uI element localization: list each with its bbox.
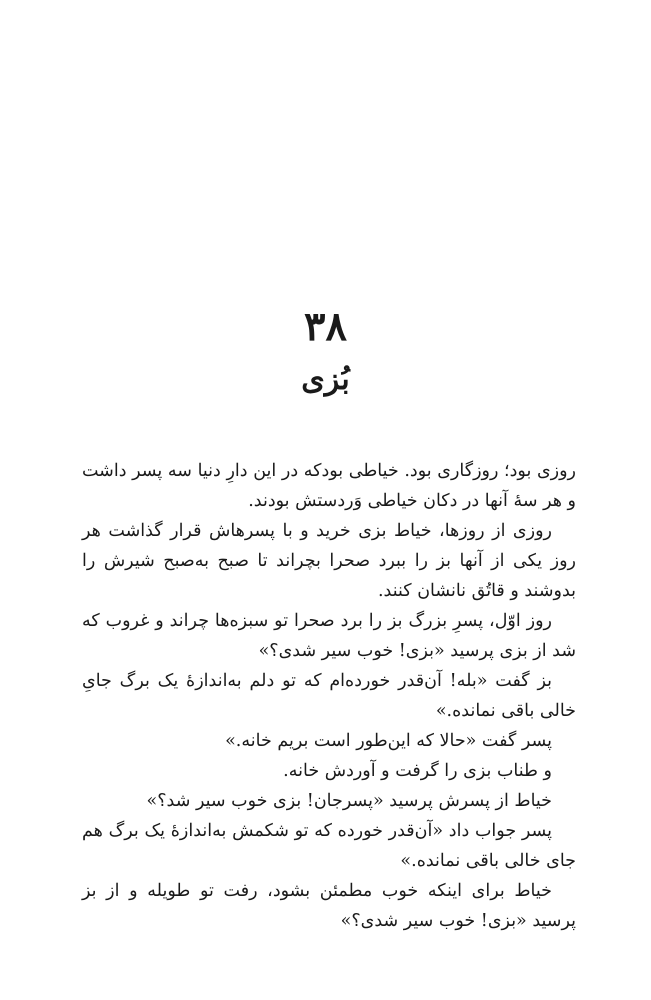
paragraph: خیاط برای اینکه خوب مطمئن بشود، رفت تو طویله و از بز پرسید «بزی! خوب سیر شدی؟» bbox=[82, 881, 576, 931]
paragraph-opening: روزی بود؛ روزگاری بود. خیاطی بودکه در این دارِ دنیا سه پسر داشت و هر سهٔ آنها در دکان خیاطی وَردستش بودند. bbox=[82, 461, 576, 511]
paragraph: خیاط از پسرش پرسید «پسرجان! بزی خوب سیر شد؟» bbox=[146, 791, 552, 811]
paragraph: روزی از روزها، خیاط بزی خرید و با پسرهاش قرار گذاشت هر روز یکی از آنها بز را ببرد صحرا بچراند تا صبح به‌صبح شیرش را بدوشند و قاتُق نانشان کنند. bbox=[82, 521, 576, 601]
paragraph: روز اوّل، پسرِ بزرگ بز را برد صحرا تو سبزه‌ها چراند و غروب که شد از بزی پرسید «بزی! خوب سیر شدی؟» bbox=[82, 611, 576, 661]
story-text bbox=[82, 456, 576, 936]
paragraph: بز گفت «بله! آن‌قدر خورده‌ام که تو دلم به‌اندازهٔ یک برگ جایِ خالی باقی نمانده.» bbox=[82, 671, 576, 721]
chapter-number: ۳۸ bbox=[304, 303, 347, 350]
paragraph: پسر گفت «حالا که این‌طور است بریم خانه.» bbox=[225, 731, 552, 751]
paragraph: پسر جواب داد «آن‌قدر خورده که تو شکمش به‌اندازهٔ یک برگ هم جای خالی باقی نمانده.» bbox=[82, 821, 576, 871]
chapter-title: بُزی bbox=[301, 362, 350, 397]
paragraph: و طناب بزی را گرفت و آوردش خانه. bbox=[283, 761, 552, 781]
